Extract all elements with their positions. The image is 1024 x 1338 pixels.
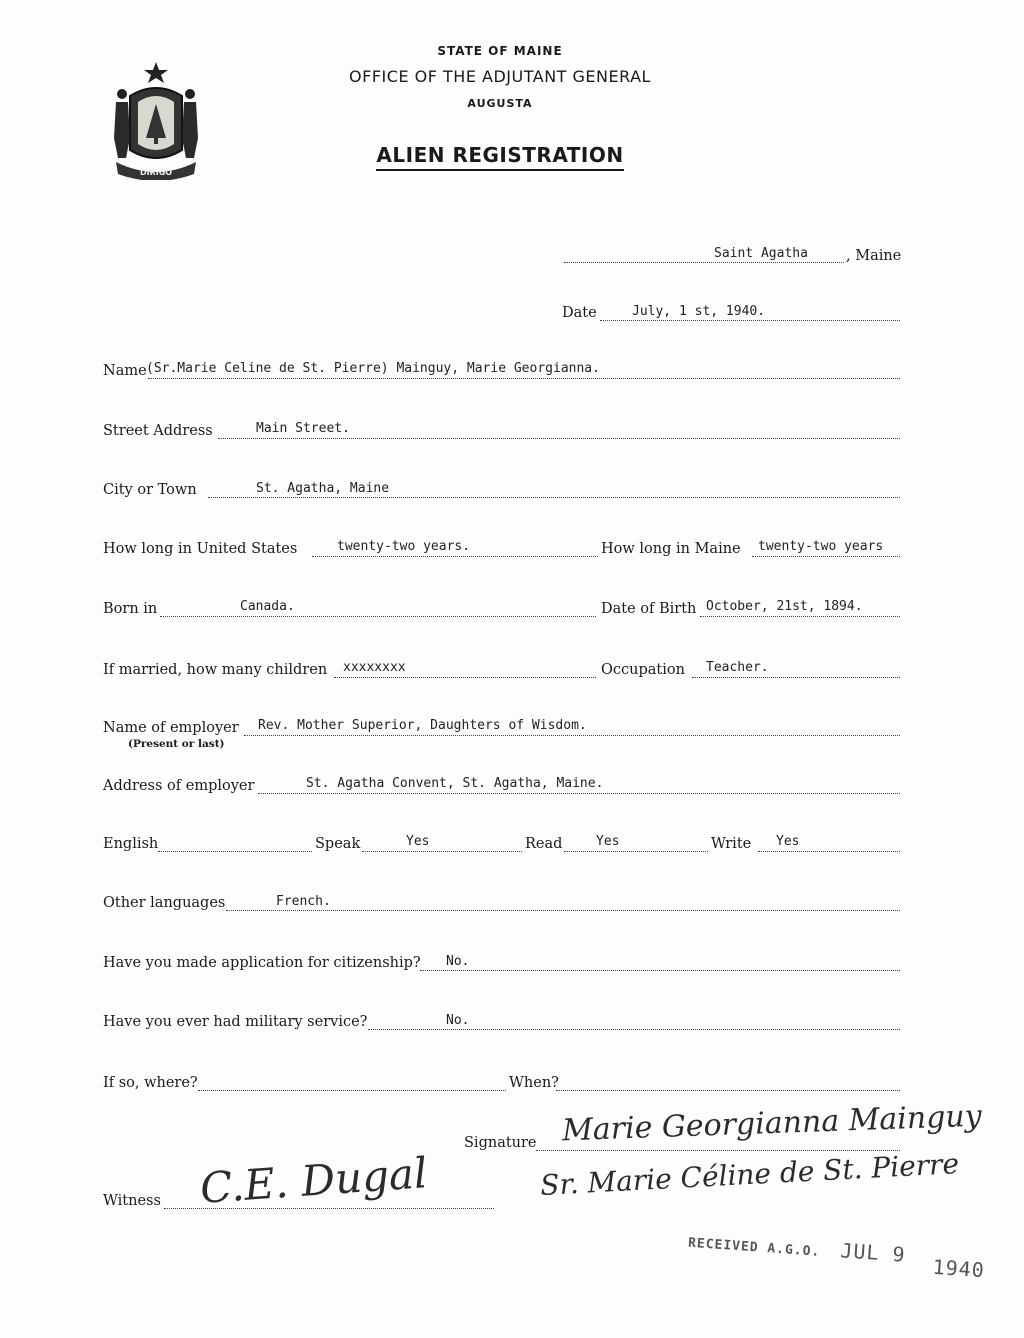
employer-address-line [258, 793, 900, 794]
dob-label: Date of Birth [601, 601, 697, 617]
header-office: OFFICE OF THE ADJUTANT GENERAL [349, 67, 651, 86]
street-line [218, 438, 900, 439]
stamp-prefix: RECEIVED A.G.O. [687, 1235, 821, 1260]
write-value: Yes [776, 834, 800, 849]
read-line [564, 851, 708, 852]
date-value: July, 1 st, 1940. [632, 304, 766, 319]
children-label: If married, how many children [103, 662, 328, 678]
street-value: Main Street. [256, 421, 350, 436]
read-label: Read [525, 836, 563, 852]
other-languages-value: French. [276, 894, 331, 909]
dob-value: October, 21st, 1894. [706, 599, 863, 614]
when-line [556, 1090, 900, 1091]
children-value: xxxxxxxx [343, 660, 406, 675]
where-label: If so, where? [103, 1075, 198, 1091]
date-line [600, 320, 900, 321]
other-languages-label: Other languages [103, 895, 226, 911]
employer-label: Name of employer [103, 720, 239, 736]
military-value: No. [446, 1013, 470, 1028]
place-value: Saint Agatha [714, 246, 808, 261]
form-title-text: ALIEN REGISTRATION [376, 143, 623, 171]
city-value: St. Agatha, Maine [256, 481, 390, 496]
how-long-maine-line [752, 556, 900, 557]
citizenship-label: Have you made application for citizenship? [103, 955, 421, 971]
stamp-date: JUL 9 [839, 1238, 907, 1267]
citizenship-line [420, 970, 900, 971]
speak-line [362, 851, 522, 852]
stamp-year: 1940 [931, 1254, 986, 1283]
employer-value: Rev. Mother Superior, Daughters of Wisdom. [258, 718, 587, 733]
name-label: Name [103, 363, 147, 379]
military-label: Have you ever had military service? [103, 1014, 368, 1030]
speak-label: Speak [315, 836, 361, 852]
header-state: STATE OF MAINE [437, 44, 563, 58]
born-in-value: Canada. [240, 599, 295, 614]
witness-signature: C.E. Dugal [198, 1148, 429, 1213]
city-line [208, 497, 900, 498]
read-value: Yes [596, 834, 620, 849]
employer-sublabel: (Present or last) [128, 738, 225, 750]
write-line [758, 851, 900, 852]
employer-address-value: St. Agatha Convent, St. Agatha, Maine. [306, 776, 604, 791]
received-stamp [687, 1228, 987, 1283]
dob-line [700, 616, 900, 617]
citizenship-value: No. [446, 954, 470, 969]
how-long-maine-value: twenty-two years [758, 539, 884, 554]
employer-line [244, 735, 900, 736]
born-in-line [160, 616, 596, 617]
how-long-us-label: How long in United States [103, 541, 298, 557]
signature-line [536, 1150, 900, 1151]
english-line [158, 851, 312, 852]
children-line [334, 677, 596, 678]
occupation-label: Occupation [601, 662, 685, 678]
signature-handwriting-1: Marie Georgianna Mainguy [561, 1098, 983, 1149]
employer-address-label: Address of employer [103, 778, 255, 794]
witness-label: Witness [103, 1193, 161, 1209]
born-in-label: Born in [103, 601, 158, 617]
how-long-us-value: twenty-two years. [337, 539, 471, 554]
date-label: Date [562, 305, 597, 321]
name-line [148, 378, 900, 379]
place-line [564, 262, 844, 263]
occupation-value: Teacher. [706, 660, 769, 675]
other-languages-line [226, 910, 900, 911]
how-long-us-line [312, 556, 598, 557]
how-long-maine-label: How long in Maine [601, 541, 741, 557]
form-title [0, 143, 1012, 167]
where-line [198, 1090, 506, 1091]
place-suffix: , Maine [846, 248, 902, 264]
header-city: AUGUSTA [467, 97, 533, 110]
speak-value: Yes [406, 834, 430, 849]
name-value: (Sr.Marie Celine de St. Pierre) Mainguy, Marie Georgianna. [146, 361, 600, 376]
english-label: English [103, 836, 159, 852]
write-label: Write [711, 836, 752, 852]
occupation-line [692, 677, 900, 678]
military-line [368, 1029, 900, 1030]
when-label: When? [509, 1075, 559, 1091]
city-label: City or Town [103, 482, 197, 498]
street-label: Street Address [103, 423, 213, 439]
svg-text:DIRIGO: DIRIGO [139, 168, 173, 177]
signature-label: Signature [464, 1135, 537, 1151]
signature-handwriting-2: Sr. Marie Céline de St. Pierre [539, 1147, 960, 1202]
